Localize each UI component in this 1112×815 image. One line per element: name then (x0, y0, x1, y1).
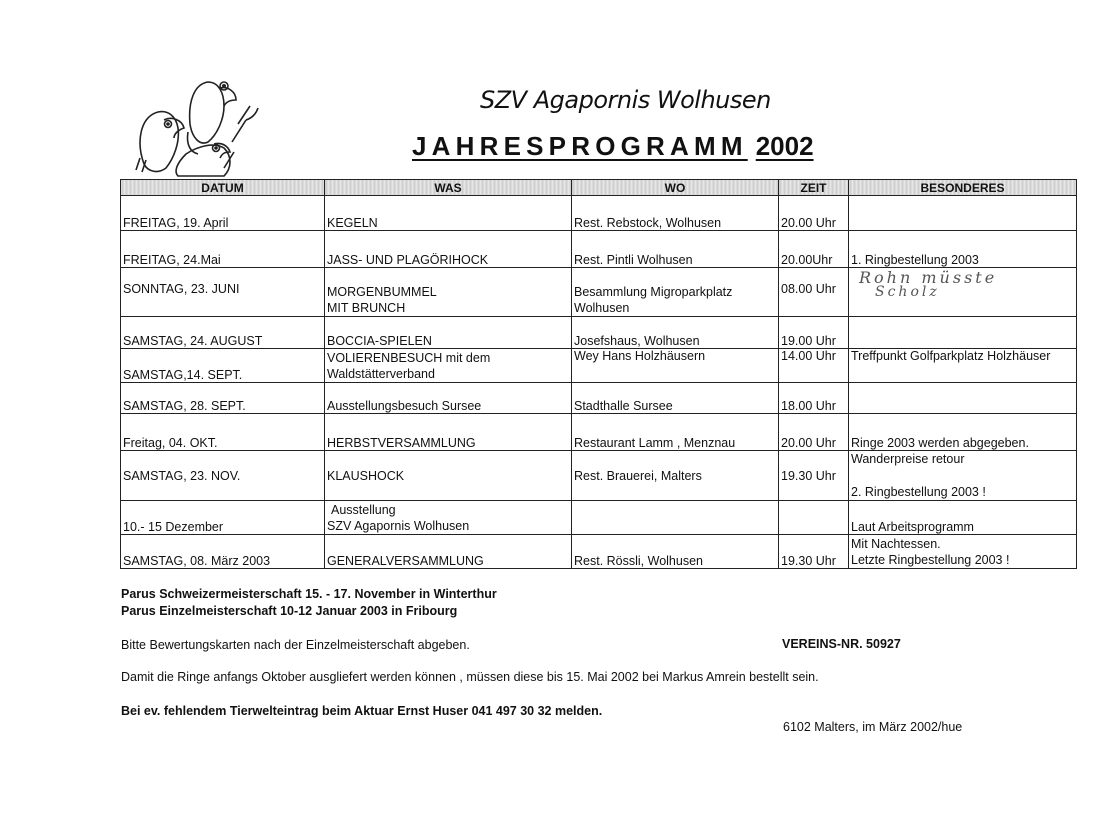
wo-cell (572, 268, 779, 317)
program-table (120, 179, 1077, 569)
besonderes-cell (849, 451, 1077, 501)
championship-note: Parus Schweizermeisterschaft 15. - 17. November in Winterthur (121, 587, 497, 601)
table-row (121, 451, 1077, 501)
zeit-cell: 14.00 Uhr (779, 349, 849, 383)
was-line: MIT BRUNCH (327, 301, 406, 315)
wo-cell: Josefshaus, Wolhusen (572, 317, 779, 349)
besonderes-cell (849, 268, 1077, 317)
besonderes-cell: Laut Arbeitsprogramm (849, 501, 1077, 535)
besonderes-cell (849, 383, 1077, 414)
was-cell: BOCCIA-SPIELEN (325, 317, 572, 349)
was-line: MORGENBUMMEL (327, 285, 437, 299)
column-header-besonderes: BESONDERES (849, 180, 1077, 196)
datum-cell: 10.- 15 Dezember (121, 501, 325, 535)
wo-cell: Restaurant Lamm , Menznau (572, 414, 779, 451)
besonderes-line: Mit Nachtessen. (851, 537, 941, 551)
place-date: 6102 Malters, im März 2002/hue (783, 720, 963, 734)
datum-cell: SAMSTAG,14. SEPT. (121, 349, 325, 383)
handwritten-note-line: Scholz (875, 284, 940, 300)
wo-line: Besammlung Migroparkplatz (574, 285, 733, 299)
table-row (121, 535, 1077, 569)
besonderes-cell (849, 535, 1077, 569)
was-line: SZV Agapornis Wolhusen (327, 519, 470, 533)
datum-cell: SONNTAG, 23. JUNI (121, 268, 325, 317)
table-row (121, 349, 1077, 383)
besonderes-cell: 1. Ringbestellung 2003 (849, 231, 1077, 268)
wo-cell: Rest. Brauerei, Malters (572, 451, 779, 501)
zeit-cell: 19.30 Uhr (779, 535, 849, 569)
was-cell: HERBSTVERSAMMLUNG (325, 414, 572, 451)
table-row (121, 268, 1077, 317)
table-row (121, 383, 1077, 414)
table-row (121, 196, 1077, 231)
was-line: Waldstätterverband (327, 367, 435, 381)
was-cell (325, 268, 572, 317)
datum-cell: FREITAG, 24.Mai (121, 231, 325, 268)
was-cell (325, 349, 572, 383)
was-cell: JASS- UND PLAGÖRIHOCK (325, 231, 572, 268)
wo-cell: Rest. Rebstock, Wolhusen (572, 196, 779, 231)
championship-note: Parus Einzelmeisterschaft 10-12 Januar 2003 in Fribourg (121, 604, 458, 618)
zeit-cell: 20.00Uhr (779, 231, 849, 268)
datum-cell: Freitag, 04. OKT. (121, 414, 325, 451)
program-word: JAHRESPROGRAMM (412, 131, 748, 161)
wo-cell: Wey Hans Holzhäusern (572, 349, 779, 383)
datum-cell: SAMSTAG, 08. März 2003 (121, 535, 325, 569)
ring-order-note: Damit die Ringe anfangs Oktober ausgliefert werden können , müssen diese bis 15. Mai 2002 bei Markus Amrein bestellt sein. (121, 670, 819, 684)
wo-cell: Rest. Rössli, Wolhusen (572, 535, 779, 569)
column-header-was: WAS (325, 180, 572, 196)
table-row (121, 317, 1077, 349)
datum-cell: SAMSTAG, 24. AUGUST (121, 317, 325, 349)
club-number: VEREINS-NR. 50927 (782, 637, 901, 651)
zeit-cell: 19.00 Uhr (779, 317, 849, 349)
wo-cell: Stadthalle Sursee (572, 383, 779, 414)
column-header-zeit: ZEIT (779, 180, 849, 196)
datum-cell: SAMSTAG, 23. NOV. (121, 451, 325, 501)
table-row (121, 414, 1077, 451)
wo-line: Wolhusen (574, 301, 630, 315)
was-cell: KEGELN (325, 196, 572, 231)
program-heading (412, 131, 814, 162)
evaluation-note: Bitte Bewertungskarten nach der Einzelmeisterschaft abgeben. (121, 638, 470, 652)
zeit-cell: 19.30 Uhr (779, 451, 849, 501)
zeit-cell (779, 501, 849, 535)
besonderes-line: 2. Ringbestellung 2003 ! (851, 485, 986, 499)
besonderes-cell (849, 196, 1077, 231)
page-title: SZV Agapornis Wolhusen (480, 86, 771, 114)
zeit-cell: 20.00 Uhr (779, 414, 849, 451)
was-cell: Ausstellungsbesuch Sursee (325, 383, 572, 414)
column-header-wo: WO (572, 180, 779, 196)
wo-cell (572, 501, 779, 535)
column-header-datum: DATUM (121, 180, 325, 196)
besonderes-line: Letzte Ringbestellung 2003 ! (851, 553, 1010, 567)
handwritten-note-line: Rohn müsste (859, 268, 998, 287)
besonderes-cell (849, 317, 1077, 349)
was-line: VOLIERENBESUCH mit dem (327, 351, 491, 365)
besonderes-cell: Treffpunkt Golfparkplatz Holzhäuser (849, 349, 1077, 383)
table-row (121, 231, 1077, 268)
besonderes-line: Wanderpreise retour (851, 452, 965, 466)
program-year: 2002 (755, 131, 814, 161)
zeit-cell: 08.00 Uhr (779, 268, 849, 317)
datum-cell: SAMSTAG, 28. SEPT. (121, 383, 325, 414)
table-header (121, 180, 1077, 196)
table-row (121, 501, 1077, 535)
parrots-logo (128, 72, 268, 178)
was-line: Ausstellung (331, 503, 396, 517)
besonderes-cell: Ringe 2003 werden abgegeben. (849, 414, 1077, 451)
wo-cell: Rest. Pintli Wolhusen (572, 231, 779, 268)
was-cell: GENERALVERSAMMLUNG (325, 535, 572, 569)
zeit-cell: 18.00 Uhr (779, 383, 849, 414)
zeit-cell: 20.00 Uhr (779, 196, 849, 231)
tierwelt-note: Bei ev. fehlendem Tierwelteintrag beim Aktuar Ernst Huser 041 497 30 32 melden. (121, 704, 603, 718)
was-cell: KLAUSHOCK (325, 451, 572, 501)
datum-cell: FREITAG, 19. April (121, 196, 325, 231)
was-cell (325, 501, 572, 535)
